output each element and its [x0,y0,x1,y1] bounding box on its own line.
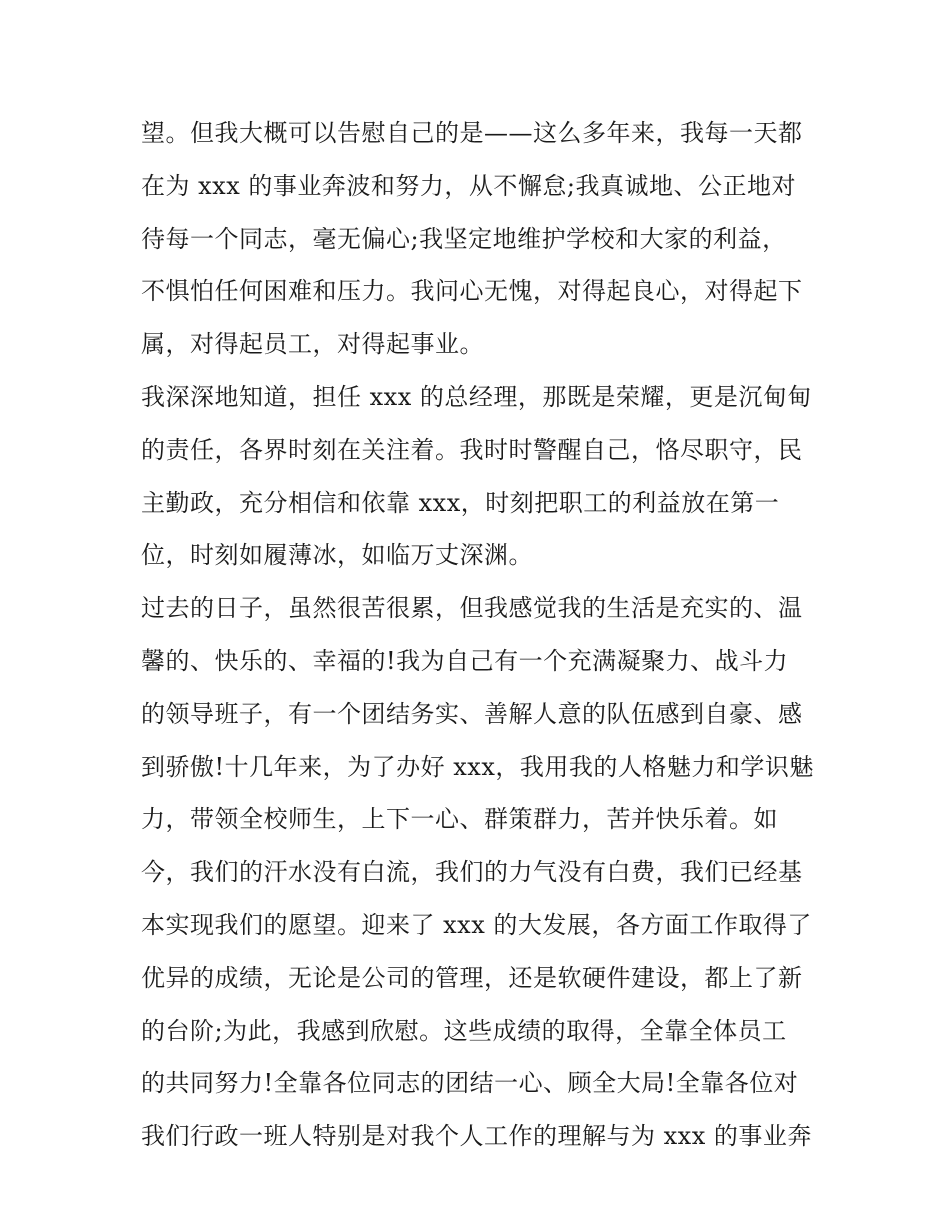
text-line-7: 的责任，各界时刻在关注着。我时时警醒自己，恪尽职守，民 [141,435,803,464]
text-line-11: 馨的、快乐的、幸福的!我为自己有一个充满凝聚力、战斗力 [141,646,789,675]
text-line-18: 的台阶;为此，我感到欣慰。这些成绩的取得，全靠全体员工 [141,1016,787,1045]
text-line-4: 不惧怕任何困难和压力。我问心无愧，对得起良心，对得起下 [141,277,803,306]
text-line-19: 的共同努力!全靠各位同志的团结一心、顾全大局!全靠各位对 [141,1069,799,1098]
text-line-8: 主勤政，充分相信和依靠 xxx，时刻把职工的利益放在第一 [141,488,780,517]
text-line-13: 到骄傲!十几年来，为了办好 xxx，我用我的人格魅力和学识魅 [141,752,814,781]
text-line-12: 的领导班子，有一个团结务实、善解人意的队伍感到自豪、感 [141,699,803,728]
text-line-5: 属，对得起员工，对得起事业。 [141,330,484,359]
text-line-17: 优异的成绩，无论是公司的管理，还是软硬件建设，都上了新 [141,963,803,992]
text-line-9: 位，时刻如履薄冰，如临万丈深渊。 [141,541,533,570]
body-text [141,107,821,1163]
text-line-15: 今，我们的汗水没有白流，我们的力气没有白费，我们已经基 [141,858,803,887]
text-line-1: 望。但我大概可以告慰自己的是——这么多年来，我每一天都 [141,119,803,147]
text-line-14: 力，带领全校师生，上下一心、群策群力，苦并快乐着。如 [141,805,778,834]
text-line-16: 本实现我们的愿望。迎来了 xxx 的大发展，各方面工作取得了 [141,910,812,939]
text-line-3: 待每一个同志，毫无偏心;我坚定地维护学校和大家的利益， [141,224,787,253]
text-line-10: 过去的日子，虽然很苦很累，但我感觉我的生活是充实的、温 [141,594,803,623]
text-line-6: 我深深地知道，担任 xxx 的总经理，那既是荣耀，更是沉甸甸 [141,382,812,411]
text-line-20: 我们行政一班人特别是对我个人工作的理解与为 xxx 的事业奔 [141,1122,812,1151]
text-line-2: 在为 xxx 的事业奔波和努力，从不懈怠;我真诚地、公正地对 [141,171,796,200]
